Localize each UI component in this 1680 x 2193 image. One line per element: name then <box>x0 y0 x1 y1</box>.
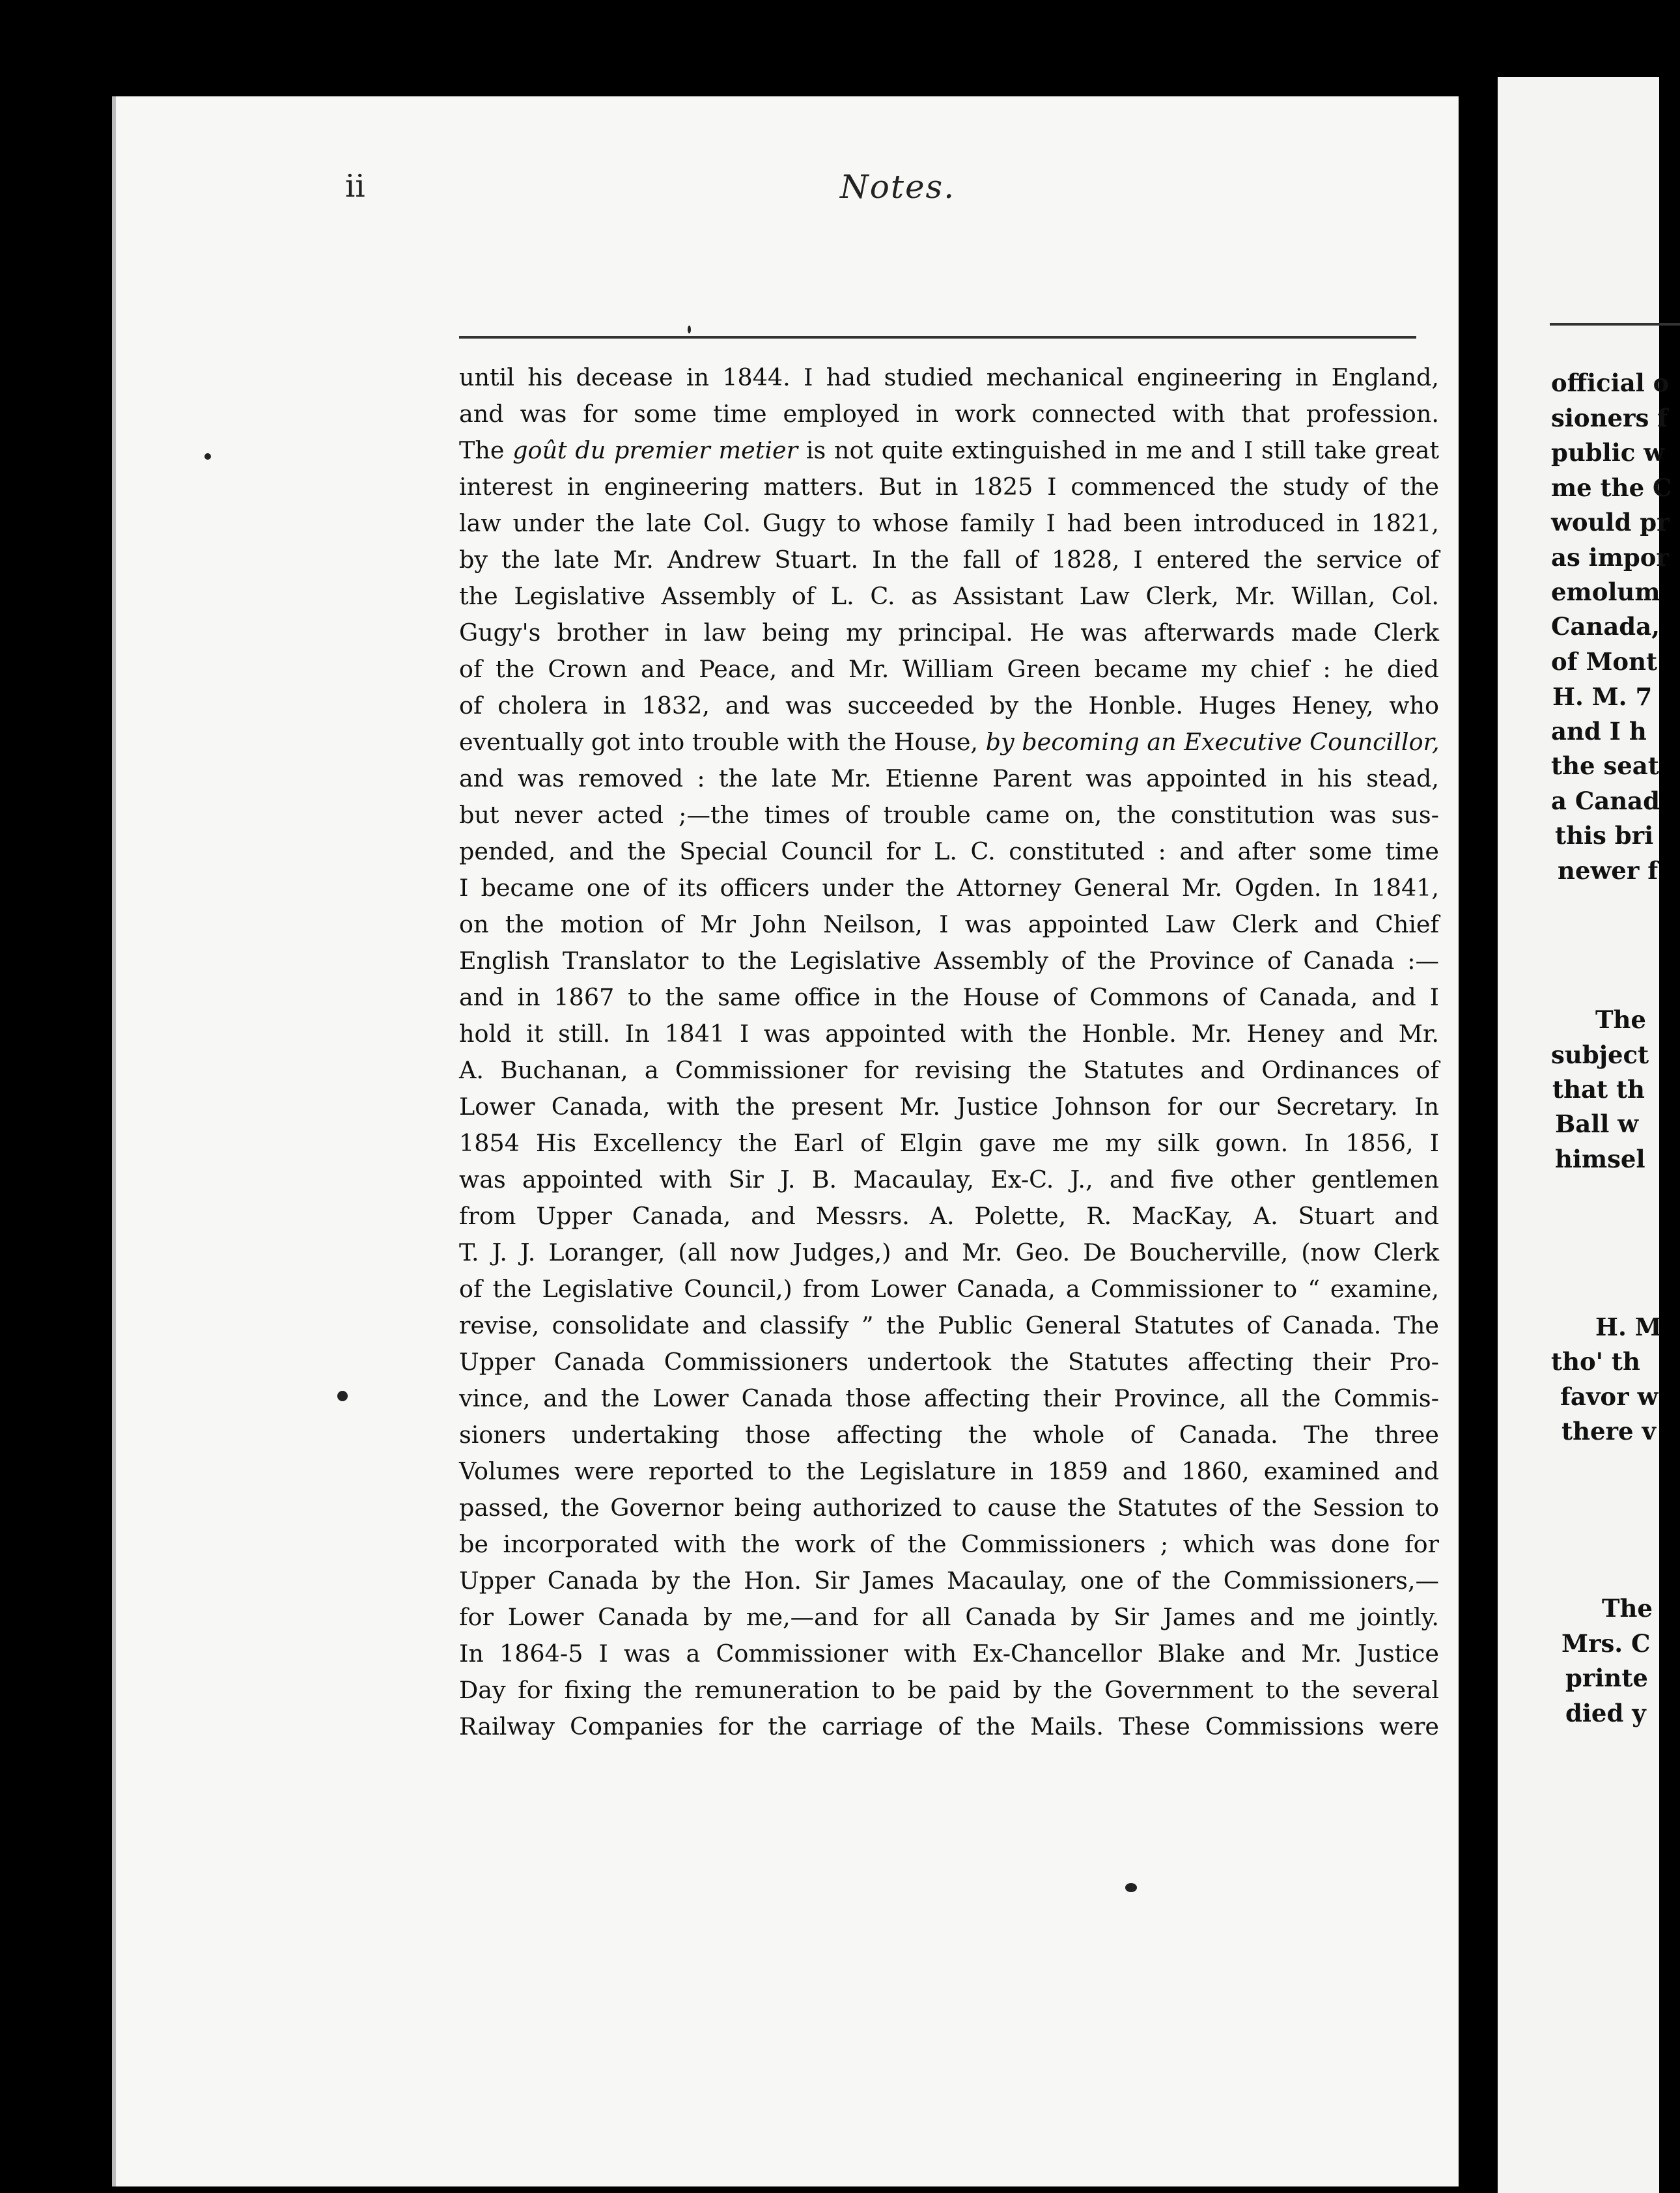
text-line: the Legislative Assembly of L. C. as Assistant Law Clerk, Mr. Willan, Col. <box>459 582 1439 610</box>
facing-page-line: tho' th <box>1551 1347 1640 1376</box>
text-line: vince, and the Lower Canada those affecting their Province, all the Commis- <box>459 1384 1439 1412</box>
facing-page-line: this bri <box>1555 821 1654 850</box>
facing-page-line: sioners f <box>1551 404 1668 432</box>
facing-page-line: Ball w <box>1555 1110 1639 1138</box>
text-line: passed, the Governor being authorized to cause the Statutes of the Session to <box>459 1494 1439 1522</box>
text-line: hold it still. In 1841 I was appointed with the Honble. Mr. Heney and Mr. <box>459 1020 1439 1048</box>
book-spine <box>1459 85 1498 2193</box>
facing-page-line: official o <box>1551 369 1670 397</box>
text-line: interest in engineering matters. But in 1825 I commenced the study of the <box>459 473 1439 501</box>
text-line: 1854 His Excellency the Earl of Elgin gave me my silk gown. In 1856, I <box>459 1129 1439 1157</box>
print-speck <box>688 326 691 333</box>
facing-page-line: The <box>1602 1594 1653 1623</box>
text-line: revise, consolidate and classify ” the Public General Statutes of Canada. The <box>459 1311 1439 1339</box>
text-line: sioners undertaking those affecting the whole of Canada. The three <box>459 1421 1439 1449</box>
text-line: and was for some time employed in work connected with that profession. <box>459 400 1439 428</box>
header-rule <box>459 336 1416 339</box>
text-line: until his decease in 1844. I had studied mechanical engineering in England, <box>459 363 1439 391</box>
facing-page-line: Mrs. C <box>1561 1629 1651 1658</box>
facing-page-line: of Mont <box>1551 647 1658 676</box>
text-line: was appointed with Sir J. B. Macaulay, Ex-C. J., and five other gentlemen <box>459 1166 1439 1194</box>
body-text <box>459 359 1439 1745</box>
text-line: A. Buchanan, a Commissioner for revising the Statutes and Ordinances of <box>459 1056 1439 1084</box>
text-line: Upper Canada by the Hon. Sir James Macaulay, one of the Commissioners,— <box>459 1567 1439 1595</box>
facing-page-line: as impor <box>1551 543 1669 572</box>
text-line: be incorporated with the work of the Commissioners ; which was done for <box>459 1530 1439 1558</box>
text-line: Upper Canada Commissioners undertook the Statutes affecting their Pro- <box>459 1348 1439 1376</box>
text-line: Day for fixing the remuneration to be paid by the Government to the several <box>459 1676 1439 1704</box>
facing-page-line: printe <box>1565 1664 1648 1692</box>
text-line: English Translator to the Legislative Assembly of the Province of Canada :— <box>459 947 1439 975</box>
text-line: T. J. J. Loranger, (all now Judges,) and Mr. Geo. De Boucherville, (now Clerk <box>459 1238 1439 1266</box>
facing-page-line: died y <box>1565 1699 1646 1727</box>
text-line: Volumes were reported to the Legislature in 1859 and 1860, examined and <box>459 1457 1439 1485</box>
facing-page-line: newer f <box>1558 856 1659 885</box>
text-line: and in 1867 to the same office in the House of Commons of Canada, and I <box>459 983 1439 1011</box>
text-line: law under the late Col. Gugy to whose family I had been introduced in 1821, <box>459 509 1439 537</box>
text-line: of the Legislative Council,) from Lower Canada, a Commissioner to “ examine, <box>459 1275 1439 1303</box>
running-head: Notes. <box>840 168 956 206</box>
facing-page <box>1498 77 1672 2193</box>
facing-page-line: public w <box>1551 438 1665 467</box>
facing-page-line: himsel <box>1555 1145 1645 1173</box>
text-line: Railway Companies for the carriage of the Mails. These Commissions were <box>459 1712 1439 1740</box>
page-number: ii <box>345 168 365 204</box>
text-line: from Upper Canada, and Messrs. A. Polette, R. MacKay, A. Stuart and <box>459 1202 1439 1230</box>
facing-page-line: subject <box>1551 1041 1649 1069</box>
print-speck <box>1125 1883 1137 1892</box>
facing-page-line: the seat <box>1551 751 1659 780</box>
print-speck <box>204 453 211 460</box>
text-line: of cholera in 1832, and was succeeded by the Honble. Huges Heney, who <box>459 691 1439 719</box>
page-header <box>345 168 1420 220</box>
facing-page-line: H. M <box>1595 1313 1662 1341</box>
text-line: The goût du premier metier is not quite extinguished in me and I still take great <box>459 436 1440 464</box>
facing-page-rule <box>1550 323 1680 326</box>
facing-page-line: H. M. 7 <box>1552 682 1653 711</box>
text-line: but never acted ;—the times of trouble came on, the constitution was sus- <box>459 801 1439 829</box>
facing-page-line: that th <box>1552 1075 1645 1104</box>
text-line: eventually got into trouble with the House, by becoming an Executive Councillor, <box>459 728 1440 756</box>
text-line: In 1864-5 I was a Commissioner with Ex-Chancellor Blake and Mr. Justice <box>459 1640 1439 1668</box>
text-line: I became one of its officers under the Attorney General Mr. Ogden. In 1841, <box>459 874 1439 902</box>
text-line: for Lower Canada by me,—and for all Canada by Sir James and me jointly. <box>459 1603 1439 1631</box>
text-line: Gugy's brother in law being my principal. He was afterwards made Clerk <box>459 619 1439 647</box>
facing-page-line: there v <box>1561 1417 1656 1446</box>
facing-page-line: a Canad <box>1551 787 1660 815</box>
facing-page-line: emolum <box>1551 578 1660 606</box>
text-line: by the late Mr. Andrew Stuart. In the fall of 1828, I entered the service of <box>459 546 1439 574</box>
text-line: and was removed : the late Mr. Etienne Parent was appointed in his stead, <box>459 764 1439 792</box>
print-speck <box>337 1391 348 1401</box>
text-line: Lower Canada, with the present Mr. Justice Johnson for our Secretary. In <box>459 1093 1439 1121</box>
text-line: of the Crown and Peace, and Mr. William Green became my chief : he died <box>459 655 1439 683</box>
facing-page-line: would pr <box>1551 508 1670 537</box>
facing-page-line: and I h <box>1551 717 1647 746</box>
facing-page-line: The <box>1595 1005 1646 1034</box>
text-line: pended, and the Special Council for L. C. constituted : and after some time <box>459 837 1439 865</box>
facing-page-line: Canada, <box>1551 612 1660 641</box>
facing-page-line: me the C <box>1551 473 1672 502</box>
text-line: on the motion of Mr John Neilson, I was appointed Law Clerk and Chief <box>459 910 1439 938</box>
facing-page-line: favor w <box>1560 1382 1659 1411</box>
